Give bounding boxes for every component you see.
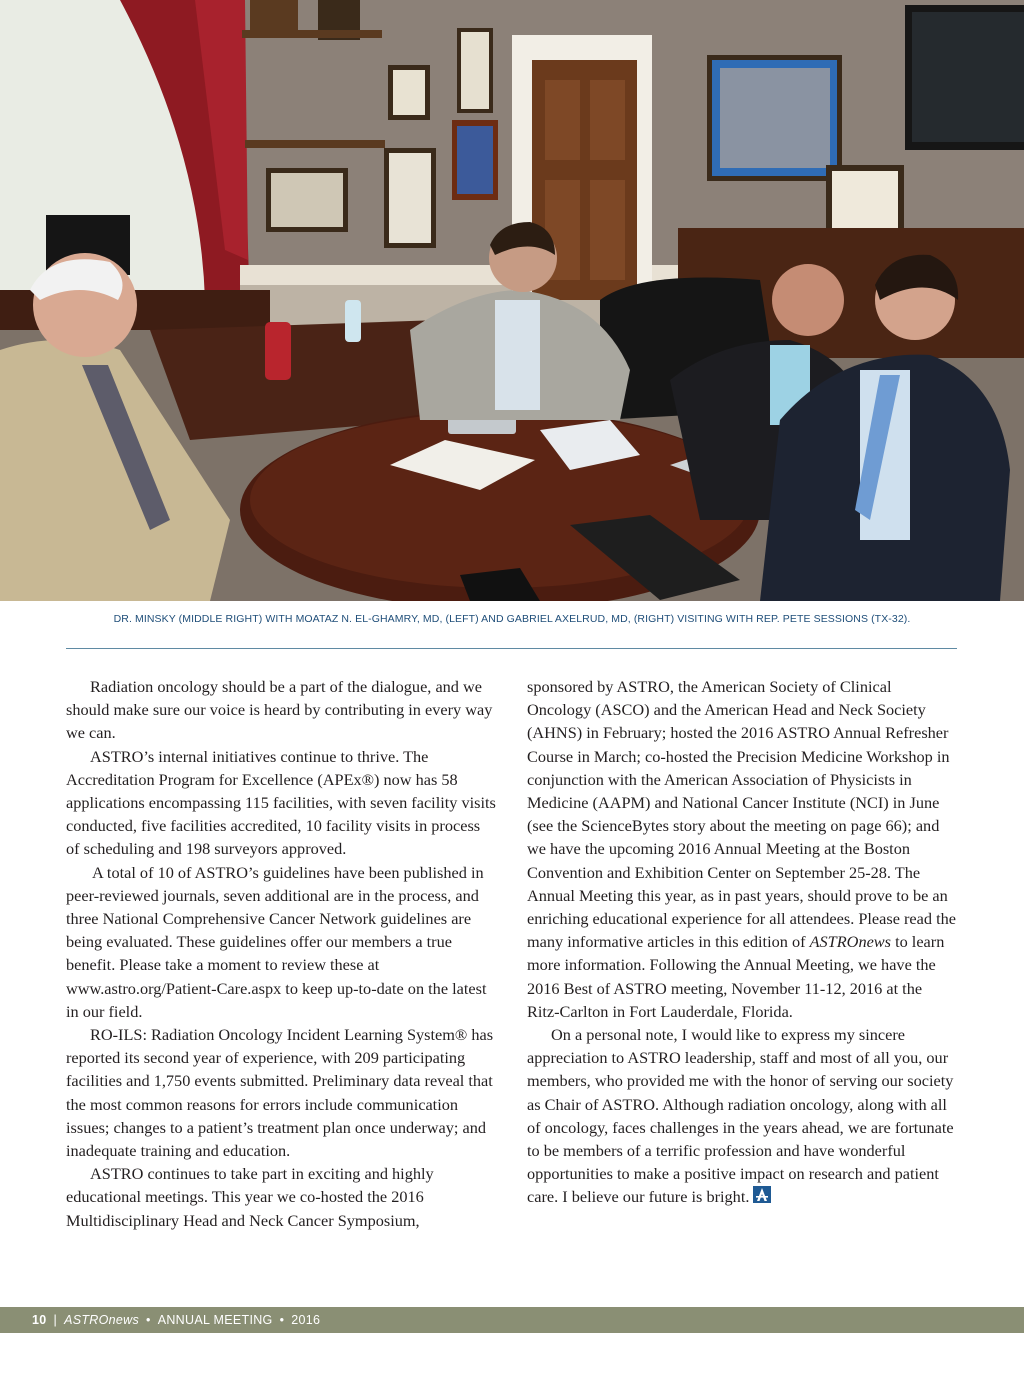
paragraph: RO-ILS: Radiation Oncology Incident Learning System® has reported its second year of experience, with 209 participating facilities and 1,750 events submitted. Preliminary data reveal that the most common reasons for errors include communication issues; changes to a patient’s treatment plan once underway; and inadequate training and education. bbox=[66, 1025, 494, 1161]
article-left-column bbox=[66, 675, 496, 1232]
photo-caption: DR. MINSKY (MIDDLE RIGHT) WITH MOATAZ N. EL-GHAMRY, MD, (LEFT) AND GABRIEL AXELRUD, MD, (RIGHT) VISITING WITH REP. PETE SESSIONS (TX-32). bbox=[113, 613, 911, 625]
paragraph bbox=[527, 675, 957, 1023]
page-footer bbox=[0, 1307, 1024, 1333]
header-photo bbox=[0, 0, 1024, 601]
paragraph: ASTRO continues to take part in exciting and highly educational meetings. This year we co-hosted the 2016 Multidisciplinary Head and Neck Cancer Symposium, bbox=[66, 1164, 434, 1230]
paragraph-text: On a personal note, I would like to express my sincere appreciation to ASTRO leadership, staff and most of all you, our members, who provided me with the honor of serving our society as Chair of ASTRO. Although radiation oncology, along with all of oncology, faces challenges in the years ahead, we are fortunate to be members of a terrific profession and have wonderful opportunities to make a positive impact on research and patient care. I believe our future is bright. bbox=[527, 1025, 954, 1207]
paragraph: ASTRO’s internal initiatives continue to thrive. The Accreditation Program for Excellence (APEx®) now has 58 applications encompassing 115 facilities, with seven facility visits conducted, five facilities accredited, 10 facility visits in process of scheduling and 198 surveyors approved. bbox=[66, 746, 496, 859]
page-number: 10 bbox=[32, 1313, 47, 1327]
astro-end-mark-icon bbox=[753, 1186, 771, 1203]
paragraph-text: to learn more information. Following the Annual Meeting, we have the 2016 Best of ASTRO meeting, November 11-12, 2016 at the Ritz-Carlton in Fort Lauderdale, Florida. bbox=[527, 932, 945, 1021]
section-title: ANNUAL MEETING bbox=[157, 1313, 273, 1327]
publication-name: ASTROnews bbox=[809, 932, 891, 952]
footer-separator: | bbox=[53, 1313, 58, 1327]
footer-bullet: • bbox=[146, 1313, 151, 1327]
issue-year: 2016 bbox=[291, 1313, 321, 1327]
article-right-column bbox=[527, 675, 957, 1209]
paragraph: A total of 10 of ASTRO’s guidelines have been published in peer-reviewed journals, seven additional are in the process, and three National Comprehensive Cancer Network guidelines are being evaluated. These guidelines offer our members a true benefit. Please take a moment to review these at www.astro.org/Patient-Care.aspx to keep up-to-date on the latest in our field. bbox=[66, 862, 487, 1021]
paragraph-text: sponsored by ASTRO, the American Society of Clinical Oncology (ASCO) and the American Head and Neck Society (AHNS) in February; hosted the 2016 ASTRO Annual Refresher Course in March; co-hosted the Precision Medicine Workshop in conjunction with the American Association of Physicists in Medicine (AAPM) and National Cancer Institute (NCI) in June (see the ScienceBytes story about the meeting on page 66); and we have the upcoming 2016 Annual Meeting at the Boston Convention and Exhibition Center on September 25-28. The Annual Meeting this year, as in past years, should prove to be an enriching educational experience for all attendees. Please read the many informative articles in this edition of bbox=[527, 677, 956, 952]
paragraph bbox=[527, 1023, 957, 1209]
publication-title: ASTROnews bbox=[64, 1313, 140, 1327]
office-meeting-photo bbox=[0, 0, 1024, 601]
caption-divider bbox=[66, 648, 957, 649]
paragraph: Radiation oncology should be a part of the dialogue, and we should make sure our voice is heard by contributing in every way we can. bbox=[66, 677, 493, 743]
footer-bullet: • bbox=[279, 1313, 285, 1327]
